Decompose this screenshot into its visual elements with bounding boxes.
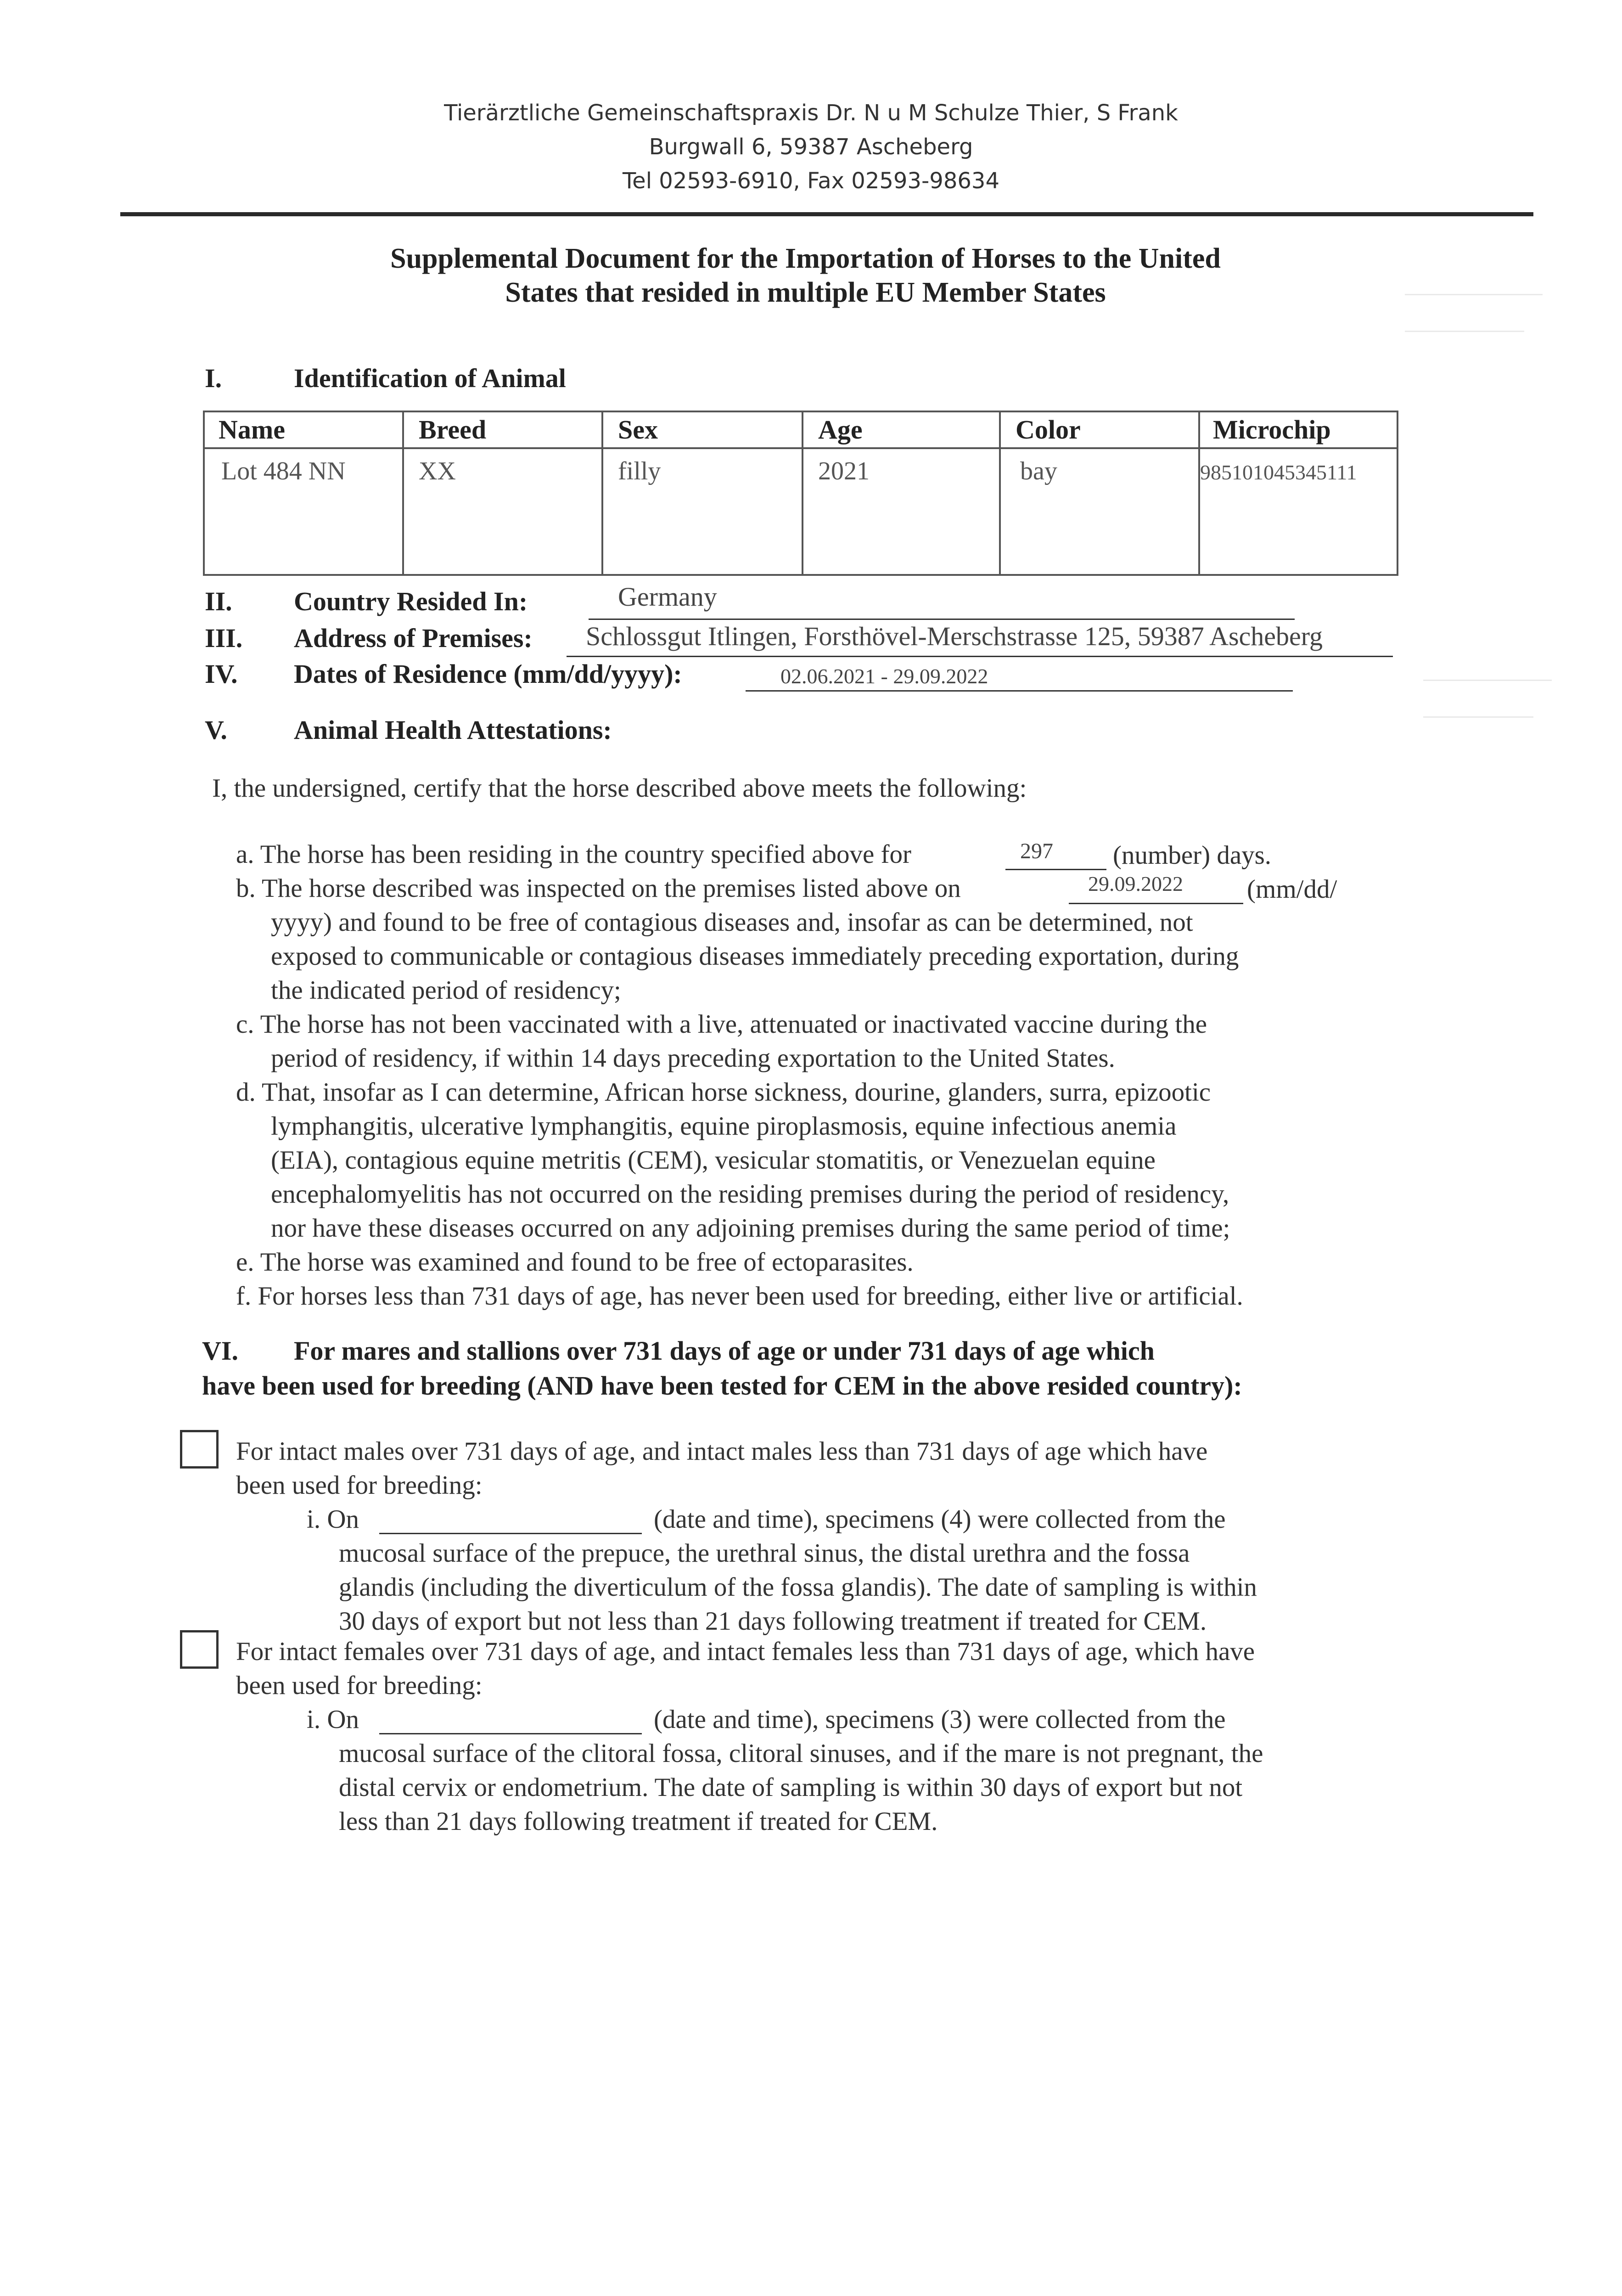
table-header-breed: Breed	[419, 415, 487, 445]
letterhead-practice-name: Tierärztliche Gemeinschaftspraxis Dr. N u M Schulze Thier, S Frank	[444, 100, 1178, 126]
table-cell-color: bay	[1020, 457, 1057, 485]
section-4-number: IV.	[205, 659, 238, 689]
males-item-i-text: (date and time), specimens (4) were collected from the	[654, 1505, 1226, 1534]
females-text-line-2: been used for breeding:	[236, 1671, 483, 1700]
dates-residence-value: 02.06.2021 - 29.09.2022	[780, 664, 988, 688]
table-cell-microchip: 985101045345111	[1200, 461, 1357, 484]
attestation-d-line-2: lymphangitis, ulcerative lymphangitis, equine piroplasmosis, equine infectious anemia	[271, 1112, 1177, 1141]
males-date-time-blank[interactable]	[379, 1533, 642, 1534]
animal-identification-table	[203, 411, 1398, 576]
table-column-divider	[1198, 412, 1200, 574]
males-item-i-label: i. On	[307, 1505, 359, 1534]
country-resided-label: Country Resided In:	[294, 586, 528, 616]
table-column-divider	[402, 412, 404, 574]
attestation-a-suffix: (number) days.	[1113, 841, 1272, 870]
attestation-e: e. The horse was examined and found to be free of ectoparasites.	[236, 1248, 914, 1277]
attestation-a-underline	[1005, 869, 1106, 870]
country-resided-underline	[589, 619, 1295, 620]
attestation-b-date-value: 29.09.2022	[1088, 872, 1183, 895]
country-resided-value: Germany	[618, 582, 717, 612]
document-title-line-1: Supplemental Document for the Importation of Horses to the United	[390, 243, 1221, 274]
males-item-i-line-4: 30 days of export but not less than 21 days following treatment if treated for CEM.	[339, 1607, 1207, 1636]
males-text-line-2: been used for breeding:	[236, 1471, 483, 1500]
attestation-b-suffix: (mm/dd/	[1247, 875, 1337, 904]
attestation-a-text: a. The horse has been residing in the country specified above for	[236, 840, 911, 869]
dates-residence-underline	[746, 690, 1293, 692]
females-item-i-line-4: less than 21 days following treatment if treated for CEM.	[339, 1807, 938, 1836]
attestation-a-days-value: 297	[1020, 839, 1053, 863]
males-item-i-line-3: glandis (including the diverticulum of the fossa glandis). The date of sampling is within	[339, 1573, 1257, 1602]
table-header-microchip: Microchip	[1213, 415, 1331, 445]
table-cell-sex: filly	[618, 457, 661, 485]
table-header-sex: Sex	[618, 415, 658, 445]
table-column-divider	[601, 412, 603, 574]
table-cell-breed: XX	[419, 457, 456, 485]
section-5-number: V.	[205, 715, 227, 745]
attestation-b-line-2: yyyy) and found to be free of contagious diseases and, insofar as can be determined, not	[271, 908, 1193, 937]
females-checkbox[interactable]	[180, 1630, 219, 1669]
section-1-number: I.	[205, 363, 222, 393]
females-date-time-blank[interactable]	[379, 1733, 642, 1734]
table-header-name: Name	[219, 415, 285, 445]
section-6-title-line-2: have been used for breeding (AND have been tested for CEM in the above resided country):	[202, 1371, 1242, 1401]
table-header-divider	[205, 447, 1397, 449]
scan-bleed-mark	[1423, 680, 1552, 681]
scan-bleed-mark	[1405, 294, 1543, 295]
section-5-title: Animal Health Attestations:	[294, 715, 612, 745]
attestation-d-line-1: d. That, insofar as I can determine, African horse sickness, dourine, glanders, surra, epizootic	[236, 1078, 1211, 1107]
scan-bleed-mark	[1405, 331, 1524, 332]
address-premises-underline	[567, 656, 1393, 657]
attestation-b-line-4: the indicated period of residency;	[271, 976, 621, 1005]
letterhead-address: Burgwall 6, 59387 Ascheberg	[649, 134, 973, 160]
dates-residence-label: Dates of Residence (mm/dd/yyyy):	[294, 659, 682, 689]
letterhead-phone-fax: Tel 02593-6910, Fax 02593-98634	[623, 168, 999, 194]
table-cell-name: Lot 484 NN	[221, 457, 346, 485]
header-divider	[120, 212, 1533, 216]
attestation-d-line-3: (EIA), contagious equine metritis (CEM), vesicular stomatitis, or Venezuelan equine	[271, 1146, 1156, 1175]
males-text-line-1: For intact males over 731 days of age, and intact males less than 731 days of age which have	[236, 1437, 1208, 1466]
address-premises-label: Address of Premises:	[294, 623, 533, 653]
table-cell-age: 2021	[818, 457, 870, 485]
males-item-i-line-2: mucosal surface of the prepuce, the urethral sinus, the distal urethra and the fossa	[339, 1539, 1190, 1568]
section-2-number: II.	[205, 586, 232, 616]
document-title-line-2: States that resided in multiple EU Member States	[505, 277, 1106, 308]
table-header-color: Color	[1016, 415, 1081, 445]
attestation-b-text: b. The horse described was inspected on the premises listed above on	[236, 874, 961, 903]
attestation-b-underline	[1069, 903, 1243, 904]
attestation-f: f. For horses less than 731 days of age, has never been used for breeding, either live or artificial.	[236, 1282, 1243, 1311]
attestation-c-line-2: period of residency, if within 14 days preceding exportation to the United States.	[271, 1044, 1115, 1073]
females-item-i-line-3: distal cervix or endometrium. The date of sampling is within 30 days of export but not	[339, 1773, 1243, 1802]
attestation-d-line-5: nor have these diseases occurred on any adjoining premises during the same period of time;	[271, 1214, 1230, 1243]
females-text-line-1: For intact females over 731 days of age, and intact females less than 731 days of age, which have	[236, 1637, 1255, 1666]
males-checkbox[interactable]	[180, 1430, 219, 1469]
females-item-i-line-2: mucosal surface of the clitoral fossa, clitoral sinuses, and if the mare is not pregnant, the	[339, 1739, 1263, 1768]
section-1-title: Identification of Animal	[294, 363, 566, 393]
females-item-i-label: i. On	[307, 1705, 359, 1734]
scan-bleed-mark	[1423, 716, 1533, 718]
females-item-i-text: (date and time), specimens (3) were collected from the	[654, 1705, 1226, 1734]
section-3-number: III.	[205, 623, 243, 653]
attestation-intro: I, the undersigned, certify that the horse described above meets the following:	[212, 774, 1027, 803]
section-6-number: VI.	[202, 1336, 238, 1366]
table-header-age: Age	[818, 415, 863, 445]
table-column-divider	[802, 412, 803, 574]
address-premises-value: Schlossgut Itlingen, Forsthövel-Merschstrasse 125, 59387 Ascheberg	[586, 621, 1323, 651]
section-6-title-line-1: For mares and stallions over 731 days of age or under 731 days of age which	[294, 1336, 1155, 1366]
attestation-b-line-3: exposed to communicable or contagious diseases immediately preceding exportation, during	[271, 942, 1239, 971]
attestation-c-line-1: c. The horse has not been vaccinated with a live, attenuated or inactivated vaccine during the	[236, 1010, 1207, 1039]
table-column-divider	[999, 412, 1001, 574]
attestation-d-line-4: encephalomyelitis has not occurred on the residing premises during the period of residency,	[271, 1180, 1229, 1209]
